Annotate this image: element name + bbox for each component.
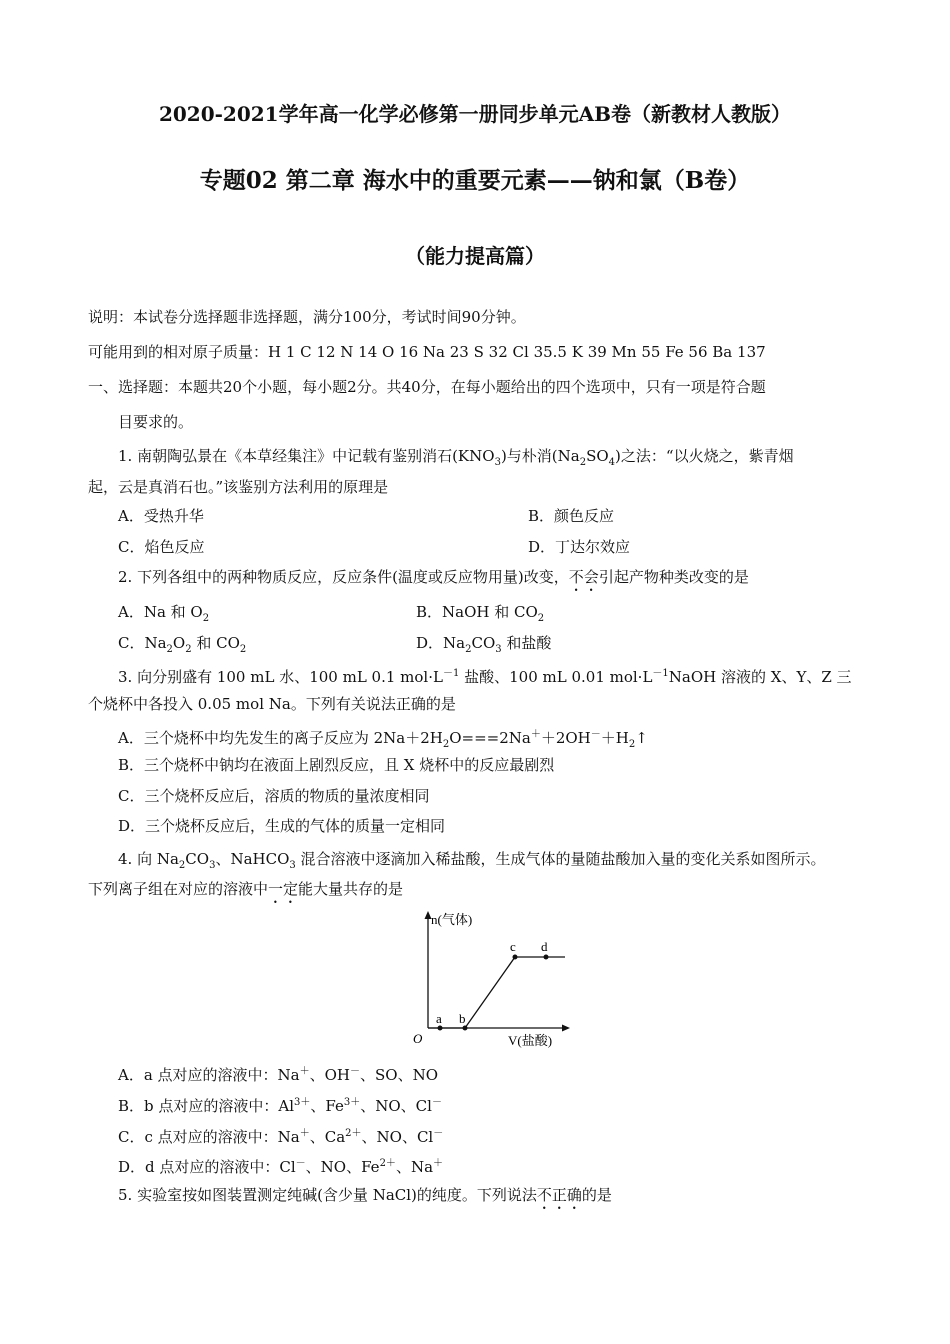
q4-c-text-1: C．c 点对应的溶液中：Na (118, 1128, 300, 1146)
q4-d-text-1: D．d 点对应的溶液中：Cl (118, 1158, 296, 1176)
q4-text-2: CO (185, 850, 210, 868)
q2-b-text: B．NaOH 和 CO (416, 603, 538, 621)
q1-text-4: )之法：“以火烧之，紫青烟 (615, 447, 794, 465)
q2-c-text-2: O (172, 634, 186, 652)
x-axis-label: V(盐酸) (508, 1033, 553, 1048)
question-2 (118, 567, 749, 595)
q2-d-sub-2: 3 (495, 644, 502, 655)
q3-a-sub-1: 2 (442, 739, 450, 750)
gas-volume-graph (405, 905, 580, 1055)
q3-a-sub-2: 2 (628, 739, 636, 750)
q4-b-sup-1: 3＋ (294, 1097, 311, 1108)
x-axis-arrow (562, 1025, 570, 1032)
q4-b-sup-2: 3＋ (343, 1097, 361, 1108)
q4-sub-3: 3 (289, 860, 296, 871)
gas-curve (428, 957, 565, 1028)
q1-option-c: C．焰色反应 (118, 538, 205, 556)
q1-text-2: )与朴消(Na (500, 447, 580, 465)
q4-emphasis: 一定 (268, 880, 299, 898)
q4-a-text-3: 、SO、NO (360, 1066, 439, 1084)
q2-b-sub: 2 (537, 613, 545, 624)
q3-text-1: 3. 向分别盛有 100 mL 水、100 mL 0.1 mol·L (118, 668, 443, 686)
exam-subtitle: 专题02 第二章 海水中的重要元素——钠和氯（B卷） (199, 167, 751, 194)
q4-c-text-3: 、NO、Cl (361, 1128, 434, 1146)
q3-a-text-5: ↑ (635, 729, 648, 747)
q5-text-1: 5. 实验室按如图装置测定纯碱(含少量 NaCl)的纯度。下列说法 (118, 1186, 537, 1204)
q2-c-sub-2: 2 (185, 644, 192, 655)
q2-c-text-3: 和 CO (191, 634, 240, 652)
q4-a-sup-2: － (350, 1066, 361, 1077)
q2-a-sub: 2 (202, 613, 210, 624)
q4-a-text-2: 、OH (309, 1066, 351, 1084)
point-a (438, 1026, 443, 1031)
question-1 (118, 446, 794, 473)
q4-option-a (118, 1062, 438, 1085)
y-axis-label: n(气体) (431, 912, 473, 927)
q3-a-text-3: ＋2OH (540, 729, 591, 747)
point-d-label: d (541, 939, 548, 954)
q2-c-sub-3: 2 (239, 644, 247, 655)
q1-sub-3: 4 (608, 457, 616, 468)
q2-c-text-1: C．Na (118, 634, 167, 652)
q3-option-b: B．三个烧杯中钠均在液面上剧烈反应，且 X 烧杯中的反应最剧烈 (118, 756, 555, 774)
q4-d-text-2: 、NO、Fe (305, 1158, 380, 1176)
q2-d-text-1: D．Na (416, 634, 466, 652)
q3-option-a (118, 725, 648, 755)
question-4-cont (88, 879, 403, 907)
q3-sup-1: －1 (442, 668, 460, 679)
q3-a-sup-1: ＋ (530, 729, 541, 740)
q2-d-sub-1: 2 (465, 644, 472, 655)
question-4 (118, 849, 826, 876)
part1-instruction: 一、选择题：本题共20个小题，每小题2分。共40分，在每小题给出的四个选项中，只有一项是符合题 (88, 378, 766, 396)
q2-option-c (118, 633, 246, 660)
q3-text-3: NaOH 溶液的 X、Y、Z 三 (668, 668, 852, 686)
q4-text-4: 混合溶液中逐滴加入稀盐酸，生成气体的量随盐酸加入量的变化关系如图所示。 (295, 850, 826, 868)
q1-option-b: B．颜色反应 (528, 507, 615, 525)
q4-d-text-3: 、Na (395, 1158, 434, 1176)
q4-text-3: 、NaHCO (215, 850, 290, 868)
q1-option-d: D．丁达尔效应 (528, 538, 631, 556)
q5-emphasis: 不正确 (536, 1186, 582, 1204)
q4-d-sup-2: 2＋ (379, 1158, 396, 1169)
q4-c-sup-1: ＋ (299, 1128, 310, 1139)
section-title: （能力提高篇） (405, 244, 545, 268)
q2-option-d (416, 633, 551, 660)
q2-d-text-3: 和盐酸 (501, 634, 552, 652)
q1-sub-1: 3 (494, 457, 501, 468)
q3-text-2: 盐酸、100 mL 0.01 mol·L (459, 668, 653, 686)
q3-option-c: C．三个烧杯反应后，溶质的物质的量浓度相同 (118, 787, 430, 805)
point-b (463, 1026, 468, 1031)
point-d (544, 955, 549, 960)
q3-sup-2: －1 (652, 668, 669, 679)
q4-a-text-1: A．a 点对应的溶液中：Na (118, 1066, 300, 1084)
q4-d-sup-3: ＋ (433, 1158, 444, 1169)
q3-option-d: D．三个烧杯反应后，生成的气体的质量一定相同 (118, 817, 446, 835)
q4-c-text-2: 、Ca (309, 1128, 346, 1146)
q4-c-sup-3: － (433, 1128, 444, 1139)
q1-option-a: A．受热升华 (118, 507, 204, 525)
q4-b-sup-3: － (431, 1097, 442, 1108)
point-c (513, 955, 518, 960)
q3-a-sup-2: － (590, 729, 601, 740)
q2-option-b (416, 602, 544, 629)
q1-text-3: SO (586, 447, 609, 465)
q2-text-2: 引起产物种类改变的是 (598, 568, 749, 586)
q4-sub-1: 2 (178, 860, 186, 871)
origin-label: O (413, 1031, 423, 1046)
part1-instruction-cont: 目要求的。 (118, 413, 194, 431)
question-3-cont: 个烧杯中各投入 0.05 mol Na。下列有关说法正确的是 (88, 695, 456, 713)
question-5 (118, 1185, 612, 1213)
q4-sub-2: 3 (209, 860, 216, 871)
q4-b-text-3: 、NO、Cl (360, 1097, 432, 1115)
q4-d-sup-1: － (295, 1158, 306, 1169)
q4-option-d (118, 1154, 443, 1177)
q3-a-text-4: ＋H (600, 729, 629, 747)
q3-a-text-2: O===2Na (449, 729, 531, 747)
exam-note: 说明：本试卷分选择题非选择题，满分100分，考试时间90分钟。 (88, 308, 526, 326)
exam-title: 2020-2021学年高一化学必修第一册同步单元AB卷（新教材人教版） (158, 102, 792, 126)
point-a-label: a (436, 1011, 442, 1026)
q2-c-sub-1: 2 (166, 644, 173, 655)
q4-b-text-1: B．b 点对应的溶液中：Al (118, 1097, 295, 1115)
point-b-label: b (459, 1011, 466, 1026)
point-c-label: c (510, 939, 516, 954)
q4-a-sup-1: ＋ (299, 1066, 310, 1077)
question-3 (118, 664, 852, 687)
q4-line2-text-1: 下列离子组在对应的溶液中 (88, 880, 269, 898)
q4-text-1: 4. 向 Na (118, 850, 179, 868)
q2-text-1: 2. 下列各组中的两种物质反应，反应条件(温度或反应物用量)改变， (118, 568, 569, 586)
q4-line2-text-2: 能大量共存的是 (298, 880, 404, 898)
q1-text-1: 1. 南朝陶弘景在《本草经集注》中记载有鉴别消石(KNO (118, 447, 495, 465)
q2-a-text: A．Na 和 O (118, 603, 203, 621)
q1-sub-2: 2 (579, 457, 587, 468)
q4-b-text-2: 、Fe (310, 1097, 344, 1115)
question-1-cont: 起，云是真消石也。”该鉴别方法利用的原理是 (88, 478, 389, 496)
q3-a-text-1: A．三个烧杯中均先发生的离子反应为 2Na＋2H (118, 729, 443, 747)
q2-option-a (118, 602, 209, 629)
q4-option-c (118, 1124, 443, 1147)
q2-emphasis: 不会 (568, 568, 599, 586)
q2-d-text-2: CO (471, 634, 496, 652)
q4-option-b (118, 1093, 442, 1116)
q5-text-2: 的是 (581, 1186, 612, 1204)
q4-c-sup-2: 2＋ (345, 1128, 362, 1139)
atomic-masses: 可能用到的相对原子质量：H 1 C 12 N 14 O 16 Na 23 S 32 Cl 35.5 K 39 Mn 55 Fe 56 Ba 137 (88, 343, 766, 361)
